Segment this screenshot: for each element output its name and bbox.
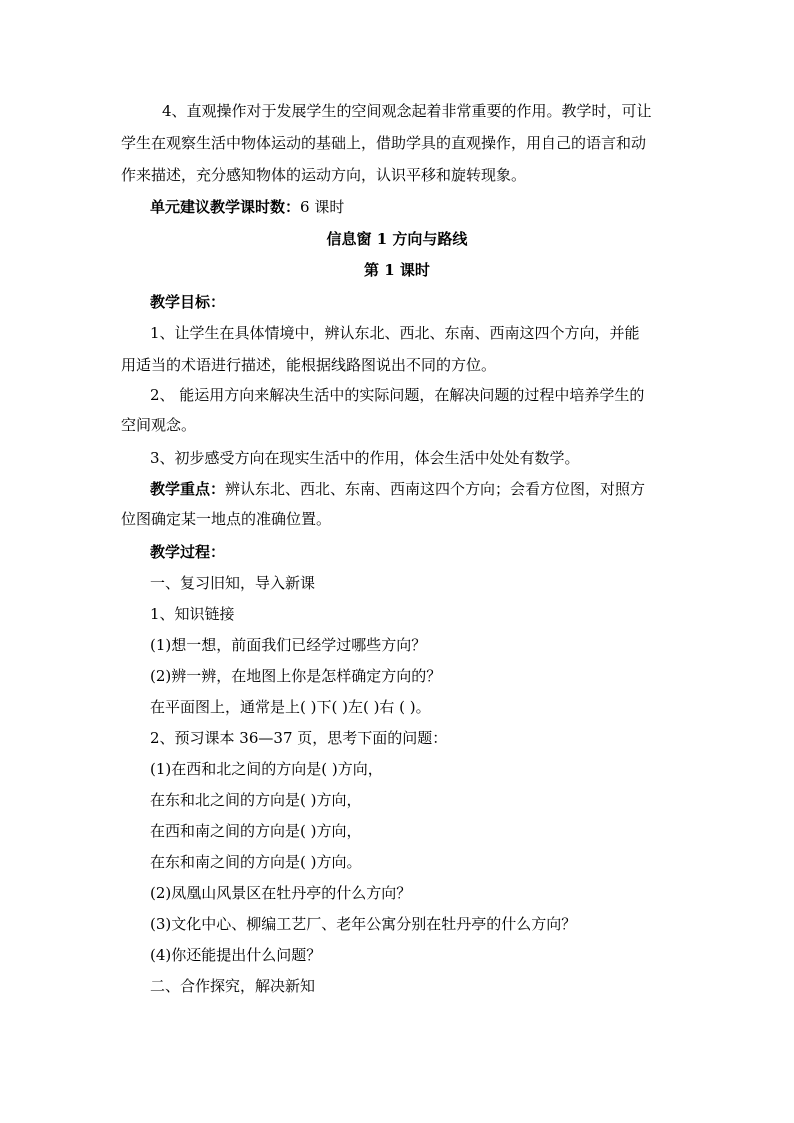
process-line-4: (2)辨一辨，在地图上你是怎样确定方向的？	[150, 667, 442, 685]
goal-line-5: 3、初步感受方向在现实生活中的作用，体会生活中处处有数学。	[150, 449, 580, 467]
process-line-9: 在西和南之间的方向是( )方向，	[150, 822, 362, 840]
process-line-7: (1)在西和北之间的方向是( )方向，	[150, 760, 383, 778]
focus-line-2: 位图确定某一地点的准确位置。	[121, 510, 332, 528]
process-line-1: 一、复习旧知，导入新课	[150, 574, 316, 592]
unit-hours-label: 单元建议教学课时数：	[150, 198, 301, 216]
intro-para-line-3: 作来描述，充分感知物体的运动方向，认识平移和旋转现象。	[121, 166, 527, 184]
process-line-14: 二、合作探究，解决新知	[150, 977, 316, 995]
process-heading: 教学过程：	[150, 543, 226, 561]
goal-line-2: 用适当的术语进行描述，能根据线路图说出不同的方位。	[121, 356, 497, 374]
process-line-13: (4)你还能提出什么问题？	[150, 946, 322, 964]
focus-text: 辨认东北、西北、东南、西南这四个方向；会看方位图，对照方	[225, 480, 646, 498]
goal-line-4: 空间观念。	[121, 416, 197, 434]
process-line-5: 在平面图上，通常是上( )下( )左( )右 ( )。	[150, 698, 431, 716]
unit-hours-value: 6 课时	[300, 198, 345, 216]
lesson-title: 第 1 课时	[364, 261, 430, 279]
process-line-12: (3)文化中心、柳编工艺厂、老年公寓分别在牡丹亭的什么方向？	[150, 915, 577, 933]
intro-para-line-2: 学生在观察生活中物体运动的基础上，借助学具的直观操作，用自己的语言和动	[121, 134, 647, 152]
process-line-6: 2、预习课本 36—37 页，思考下面的问题：	[150, 729, 448, 747]
process-line-11: (2)凤凰山风景区在牡丹亭的什么方向？	[150, 884, 412, 902]
goal-line-1: 1、让学生在具体情境中，辨认东北、西北、东南、西南这四个方向，并能	[150, 324, 640, 342]
process-line-8: 在东和北之间的方向是( )方向，	[150, 791, 362, 809]
process-line-3: (1)想一想，前面我们已经学过哪些方向？	[150, 636, 427, 654]
focus-label: 教学重点：	[150, 480, 226, 498]
focus-line-1	[150, 478, 645, 500]
section-title: 信息窗 1 方向与路线	[326, 230, 468, 248]
process-line-10: 在东和南之间的方向是( )方向。	[150, 853, 362, 871]
intro-para-line-1: 4、直观操作对于发展学生的空间观念起着非常重要的作用。教学时，可让	[162, 102, 652, 120]
unit-hours	[150, 196, 344, 218]
goal-line-3: 2、 能运用方向来解决生活中的实际问题，在解决问题的过程中培养学生的	[150, 386, 645, 404]
goals-heading: 教学目标：	[150, 293, 226, 311]
process-line-2: 1、知识链接	[150, 605, 235, 623]
